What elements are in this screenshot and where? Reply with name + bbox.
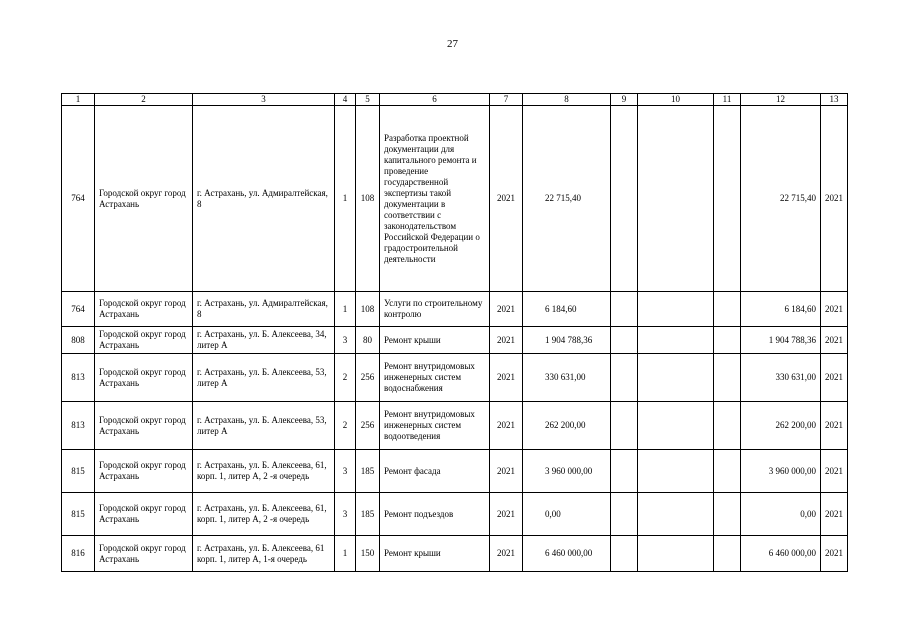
amount: 0,00 [523, 493, 611, 536]
amount: 3 960 000,00 [523, 450, 611, 493]
cell-col4: 3 [335, 327, 356, 354]
table-row [62, 106, 848, 292]
work-type: Разработка проектной документации для капитального ремонта и проведение государственной экспертизы такой документации в соответствии с законодательством Российской Федерации о градостроительной деятельности [380, 106, 490, 292]
cell-col9 [611, 493, 638, 536]
header-cell: 9 [611, 94, 638, 106]
address: г. Астрахань, ул. Адмиралтейская, 8 [193, 292, 335, 327]
header-cell: 12 [741, 94, 821, 106]
cell-col5: 256 [356, 354, 380, 402]
completion-year: 2021 [821, 354, 848, 402]
table-row [62, 327, 848, 354]
record-id: 813 [62, 354, 95, 402]
header-cell: 7 [490, 94, 523, 106]
completion-year: 2021 [821, 292, 848, 327]
record-id: 808 [62, 327, 95, 354]
cell-col10 [638, 536, 714, 572]
year: 2021 [490, 450, 523, 493]
year: 2021 [490, 327, 523, 354]
cell-col9 [611, 402, 638, 450]
total-amount: 6 460 000,00 [741, 536, 821, 572]
address: г. Астрахань, ул. Б. Алексеева, 61, корп. 1, литер А, 2 -я очередь [193, 493, 335, 536]
data-table [61, 93, 848, 572]
address: г. Астрахань, ул. Б. Алексеева, 53, литер А [193, 354, 335, 402]
completion-year: 2021 [821, 493, 848, 536]
municipality: Городской округ город Астрахань [95, 536, 193, 572]
year: 2021 [490, 106, 523, 292]
work-type: Услуги по строительному контролю [380, 292, 490, 327]
municipality: Городской округ город Астрахань [95, 354, 193, 402]
cell-col9 [611, 106, 638, 292]
header-cell: 10 [638, 94, 714, 106]
year: 2021 [490, 354, 523, 402]
cell-col11 [714, 327, 741, 354]
cell-col9 [611, 354, 638, 402]
header-row [62, 94, 848, 106]
cell-col11 [714, 536, 741, 572]
cell-col11 [714, 493, 741, 536]
cell-col9 [611, 450, 638, 493]
record-id: 815 [62, 493, 95, 536]
record-id: 813 [62, 402, 95, 450]
header-cell: 8 [523, 94, 611, 106]
record-id: 816 [62, 536, 95, 572]
total-amount: 22 715,40 [741, 106, 821, 292]
header-cell: 5 [356, 94, 380, 106]
address: г. Астрахань, ул. Адмиралтейская, 8 [193, 106, 335, 292]
total-amount: 330 631,00 [741, 354, 821, 402]
table-row [62, 354, 848, 402]
municipality: Городской округ город Астрахань [95, 450, 193, 493]
amount: 330 631,00 [523, 354, 611, 402]
completion-year: 2021 [821, 536, 848, 572]
header-cell: 11 [714, 94, 741, 106]
cell-col10 [638, 402, 714, 450]
cell-col5: 108 [356, 106, 380, 292]
cell-col5: 150 [356, 536, 380, 572]
year: 2021 [490, 493, 523, 536]
page-number: 27 [447, 38, 458, 50]
total-amount: 3 960 000,00 [741, 450, 821, 493]
cell-col5: 256 [356, 402, 380, 450]
address: г. Астрахань, ул. Б. Алексеева, 61, корп. 1, литер А, 2 -я очередь [193, 450, 335, 493]
cell-col11 [714, 402, 741, 450]
work-type: Ремонт внутридомовых инженерных систем водоотведения [380, 402, 490, 450]
cell-col9 [611, 536, 638, 572]
work-type: Ремонт фасада [380, 450, 490, 493]
cell-col5: 108 [356, 292, 380, 327]
cell-col5: 185 [356, 493, 380, 536]
table-row [62, 292, 848, 327]
municipality: Городской округ город Астрахань [95, 402, 193, 450]
cell-col4: 2 [335, 354, 356, 402]
cell-col4: 3 [335, 450, 356, 493]
header-cell: 1 [62, 94, 95, 106]
amount: 22 715,40 [523, 106, 611, 292]
cell-col4: 2 [335, 402, 356, 450]
header-cell: 13 [821, 94, 848, 106]
cell-col11 [714, 292, 741, 327]
cell-col9 [611, 327, 638, 354]
cell-col4: 1 [335, 536, 356, 572]
cell-col5: 80 [356, 327, 380, 354]
cell-col11 [714, 450, 741, 493]
table-row [62, 493, 848, 536]
municipality: Городской округ город Астрахань [95, 292, 193, 327]
cell-col11 [714, 354, 741, 402]
municipality: Городской округ город Астрахань [95, 327, 193, 354]
amount: 6 184,60 [523, 292, 611, 327]
total-amount: 262 200,00 [741, 402, 821, 450]
cell-col4: 1 [335, 292, 356, 327]
record-id: 764 [62, 292, 95, 327]
municipality: Городской округ город Астрахань [95, 493, 193, 536]
year: 2021 [490, 402, 523, 450]
cell-col10 [638, 106, 714, 292]
address: г. Астрахань, ул. Б. Алексеева, 53, литер А [193, 402, 335, 450]
cell-col10 [638, 292, 714, 327]
record-id: 764 [62, 106, 95, 292]
amount: 6 460 000,00 [523, 536, 611, 572]
record-id: 815 [62, 450, 95, 493]
table-row [62, 536, 848, 572]
work-type: Ремонт подъездов [380, 493, 490, 536]
cell-col10 [638, 450, 714, 493]
completion-year: 2021 [821, 106, 848, 292]
table-row [62, 402, 848, 450]
work-type: Ремонт крыши [380, 327, 490, 354]
total-amount: 6 184,60 [741, 292, 821, 327]
completion-year: 2021 [821, 450, 848, 493]
year: 2021 [490, 536, 523, 572]
work-type: Ремонт крыши [380, 536, 490, 572]
cell-col10 [638, 327, 714, 354]
header-cell: 6 [380, 94, 490, 106]
work-type: Ремонт внутридомовых инженерных систем водоснабжения [380, 354, 490, 402]
header-cell: 3 [193, 94, 335, 106]
address: г. Астрахань, ул. Б. Алексеева, 34, литер А [193, 327, 335, 354]
completion-year: 2021 [821, 327, 848, 354]
cell-col5: 185 [356, 450, 380, 493]
cell-col11 [714, 106, 741, 292]
header-cell: 4 [335, 94, 356, 106]
total-amount: 0,00 [741, 493, 821, 536]
cell-col9 [611, 292, 638, 327]
cell-col4: 1 [335, 106, 356, 292]
cell-col4: 3 [335, 493, 356, 536]
amount: 1 904 788,36 [523, 327, 611, 354]
total-amount: 1 904 788,36 [741, 327, 821, 354]
header-cell: 2 [95, 94, 193, 106]
cell-col10 [638, 354, 714, 402]
table-row [62, 450, 848, 493]
address: г. Астрахань, ул. Б. Алексеева, 61 корп. 1, литер А, 1-я очередь [193, 536, 335, 572]
completion-year: 2021 [821, 402, 848, 450]
year: 2021 [490, 292, 523, 327]
amount: 262 200,00 [523, 402, 611, 450]
municipality: Городской округ город Астрахань [95, 106, 193, 292]
cell-col10 [638, 493, 714, 536]
